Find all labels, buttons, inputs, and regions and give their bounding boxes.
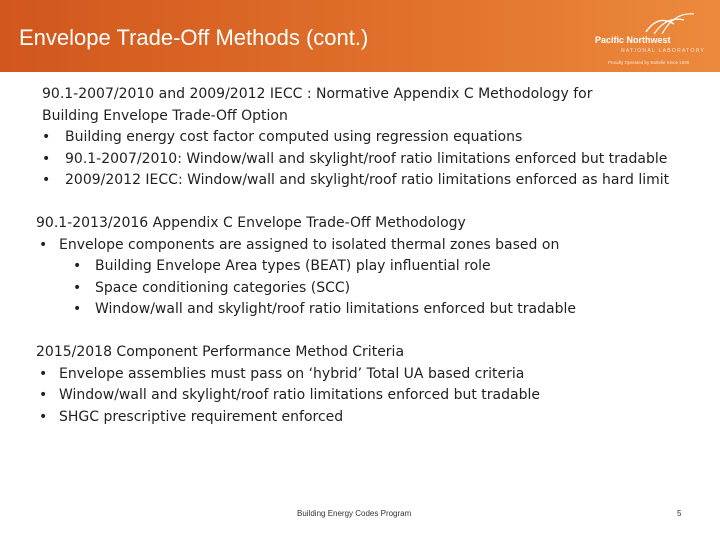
section-heading: 2015/2018 Component Performance Method Criteria bbox=[36, 343, 405, 360]
sub-list-item bbox=[36, 256, 696, 278]
item-text: 90.1-2007/2010: Window/wall and skylight/roof ratio limitations enforced but tradable bbox=[65, 150, 668, 167]
bullet-marker: • bbox=[42, 129, 51, 146]
bullet-marker: • bbox=[42, 150, 51, 167]
footer-program: Building Energy Codes Program bbox=[297, 509, 412, 518]
bullet-marker: • bbox=[73, 301, 82, 318]
list-item bbox=[36, 385, 696, 407]
item-text: Space conditioning categories (SCC) bbox=[95, 279, 351, 296]
heading-line-1: 90.1-2007/2010 and 2009/2012 IECC : Normative Appendix C Methodology for bbox=[42, 86, 593, 102]
list-item bbox=[36, 407, 696, 429]
logo-tagline: Proudly Operated by Battelle Since 1965 bbox=[608, 60, 690, 65]
item-text: Envelope components are assigned to isolated thermal zones based on bbox=[59, 236, 560, 253]
section-heading bbox=[36, 84, 696, 127]
sub-list-item bbox=[36, 299, 696, 321]
sub-list-item bbox=[36, 278, 696, 300]
slide-content bbox=[36, 84, 696, 449]
wave-lines-icon bbox=[644, 10, 696, 36]
slide-title: Envelope Trade-Off Methods (cont.) bbox=[19, 25, 369, 50]
bullet-marker: • bbox=[39, 365, 48, 382]
bullet-marker: • bbox=[39, 408, 48, 425]
bullet-marker: • bbox=[42, 172, 51, 189]
bullet-marker: • bbox=[73, 279, 82, 296]
list-item bbox=[36, 235, 696, 257]
section-appendix-c bbox=[36, 84, 696, 192]
item-text: Building energy cost factor computed using regression equations bbox=[65, 129, 523, 146]
section-heading: 90.1-2013/2016 Appendix C Envelope Trade-Off Methodology bbox=[36, 214, 466, 231]
item-text: Envelope assemblies must pass on ‘hybrid’ Total UA based criteria bbox=[59, 365, 525, 382]
logo-name: Pacific Northwest bbox=[595, 35, 671, 45]
bullet-marker: • bbox=[39, 387, 48, 404]
item-text: Window/wall and skylight/roof ratio limitations enforced but tradable bbox=[95, 301, 576, 318]
list-item bbox=[36, 127, 696, 149]
list-item bbox=[36, 364, 696, 386]
item-text: 2009/2012 IECC: Window/wall and skylight/roof ratio limitations enforced as hard limit bbox=[65, 172, 670, 189]
bullet-marker: • bbox=[73, 258, 82, 275]
item-text: SHGC prescriptive requirement enforced bbox=[59, 408, 344, 425]
page-number: 5 bbox=[677, 509, 682, 518]
pnnl-logo bbox=[590, 8, 716, 70]
list-item bbox=[36, 149, 696, 171]
logo-subtitle: NATIONAL LABORATORY bbox=[621, 48, 706, 54]
item-text: Window/wall and skylight/roof ratio limitations enforced but tradable bbox=[59, 387, 540, 404]
section-appendix-c-2013 bbox=[36, 213, 696, 321]
heading-line-2: Building Envelope Trade-Off Option bbox=[42, 107, 288, 124]
bullet-marker: • bbox=[39, 236, 48, 253]
list-item bbox=[36, 170, 696, 192]
section-cpm bbox=[36, 342, 696, 428]
item-text: Building Envelope Area types (BEAT) play influential role bbox=[95, 258, 491, 275]
slide-header bbox=[0, 0, 720, 72]
